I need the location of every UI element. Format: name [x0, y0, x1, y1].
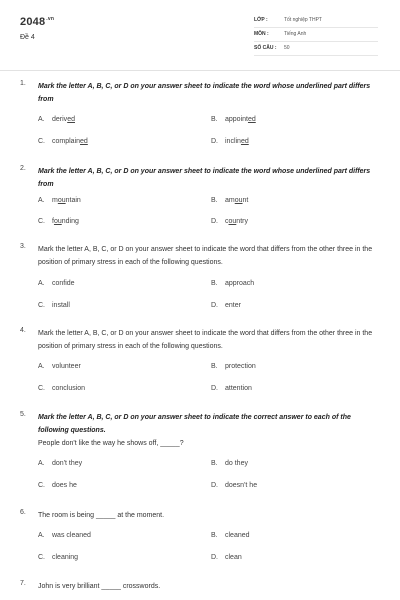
question-number: 4. [20, 327, 26, 334]
option-d[interactable]: D. attention [211, 385, 252, 392]
meta-row-class [254, 14, 378, 28]
question-text: John is very brilliant _____ crosswords. [38, 583, 161, 590]
question-stem: People don't like the way he shows off, _____? [38, 440, 184, 447]
question-number: 6. [20, 509, 26, 516]
meta-value: Tiếng Anh [284, 31, 307, 37]
option-c[interactable]: C. install [38, 302, 70, 309]
question-number: 5. [20, 411, 26, 418]
question-text: Mark the letter A, B, C, or D on your answer sheet to indicate the word whose underlined part differs from [38, 83, 371, 103]
meta-value: 50 [284, 45, 290, 51]
option-a[interactable]: A. derived [38, 116, 75, 123]
meta-key: LỚP : [254, 17, 268, 23]
option-a[interactable]: A. confide [38, 280, 75, 287]
meta-key: SỐ CÂU : [254, 45, 277, 51]
option-c[interactable]: C. founding [38, 218, 79, 225]
option-a[interactable]: A. was cleaned [38, 532, 91, 539]
option-b[interactable]: B. approach [211, 280, 255, 287]
header-divider [0, 70, 400, 71]
exam-code: Đề 4 [20, 34, 35, 41]
option-b[interactable]: B. amount [211, 197, 249, 204]
question-text: Mark the letter A, B, C, or D on your answer sheet to indicate the word whose underlined part differs from [38, 168, 371, 188]
question-number: 3. [20, 243, 26, 250]
option-d[interactable]: D. clean [211, 554, 242, 561]
option-c[interactable]: C. complained [38, 138, 88, 145]
page-header [0, 0, 400, 60]
question-text: Mark the letter A, B, C, or D on your answer sheet to indicate the correct answer to each of the following questions. [38, 414, 351, 434]
option-d[interactable]: D. country [211, 218, 248, 225]
option-a[interactable]: A. volunteer [38, 363, 81, 370]
option-d[interactable]: D. doesn't he [211, 482, 258, 489]
question-number: 7. [20, 580, 26, 587]
option-b[interactable]: B. appointed [211, 116, 256, 123]
option-a[interactable]: A. mountain [38, 197, 81, 204]
meta-row-count [254, 42, 378, 56]
question-text: Mark the letter A, B, C, or D on your answer sheet to indicate the word that differs from the other three in the position of primary stress in each of the following questions. [38, 330, 373, 350]
option-d[interactable]: D. inclined [211, 138, 249, 145]
option-c[interactable]: C. does he [38, 482, 77, 489]
option-b[interactable]: B. do they [211, 460, 248, 467]
option-a[interactable]: A. don't they [38, 460, 83, 467]
question-number: 2. [20, 165, 26, 172]
option-b[interactable]: B. cleaned [211, 532, 250, 539]
option-c[interactable]: C. cleaning [38, 554, 79, 561]
question-text: Mark the letter A, B, C, or D on your answer sheet to indicate the word that differs from the other three in the position of primary stress in each of the following questions. [38, 246, 373, 266]
option-c[interactable]: C. conclusion [38, 385, 86, 392]
option-b[interactable]: B. protection [211, 363, 256, 370]
meta-value: Tốt nghiệp THPT [284, 17, 322, 23]
meta-row-subject [254, 28, 378, 42]
question-text: The room is being _____ at the moment. [38, 512, 165, 519]
meta-key: MÔN : [254, 31, 269, 37]
site-logo[interactable]: $2048^{.vn}$ [20, 16, 55, 28]
option-d[interactable]: D. enter [211, 302, 241, 309]
question-number: 1. [20, 80, 26, 87]
